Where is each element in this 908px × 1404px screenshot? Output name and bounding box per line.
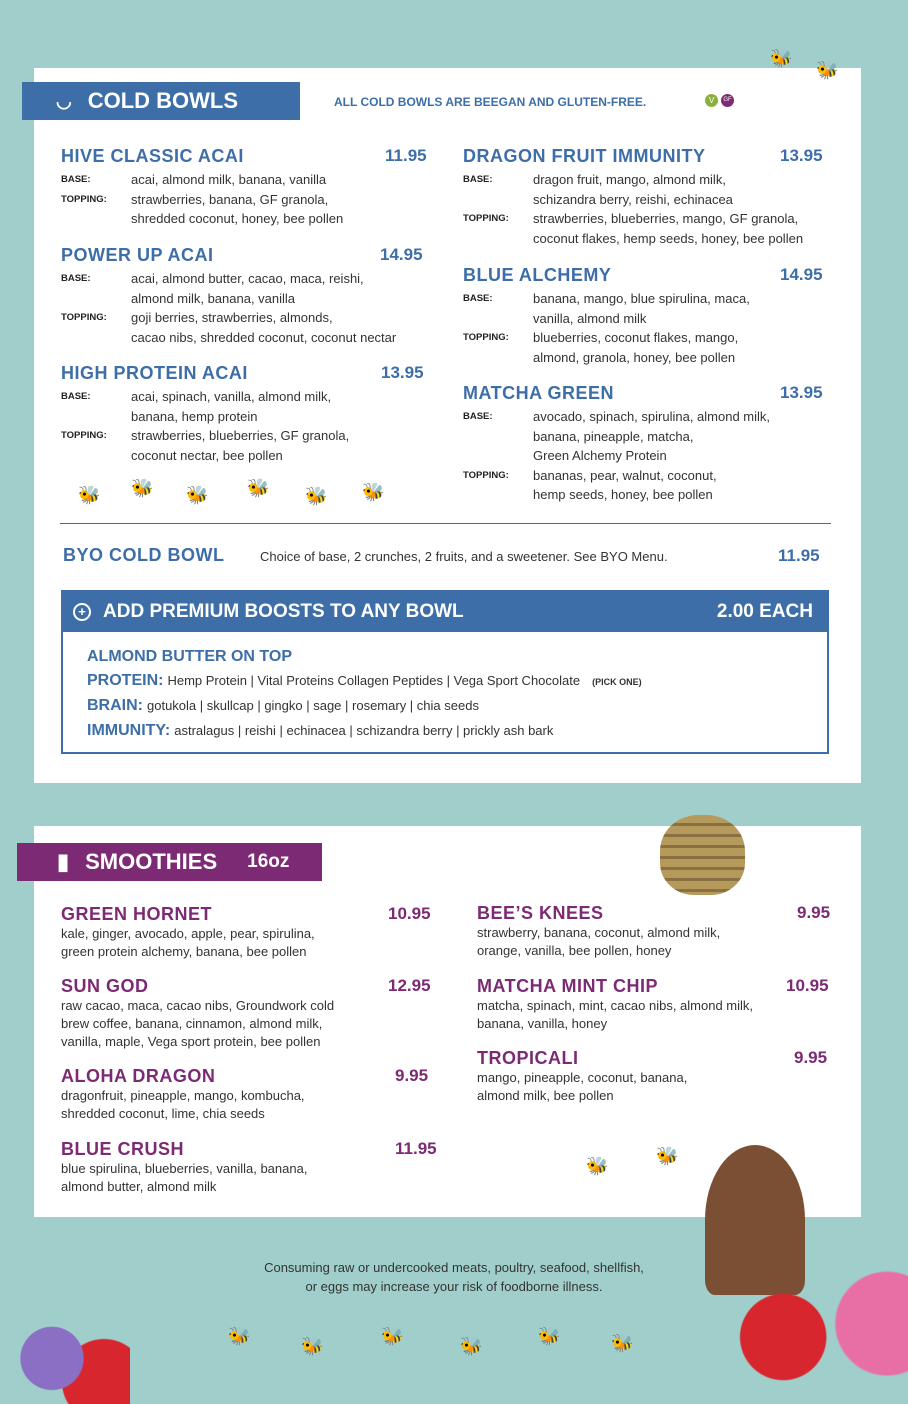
smoothie-price: 9.95: [797, 903, 831, 922]
boosts-title: ADD PREMIUM BOOSTS TO ANY BOWL: [103, 601, 464, 622]
divider: [60, 523, 831, 524]
smoothie-desc-line: raw cacao, maca, cacao nibs, Groundwork cold: [61, 998, 335, 1013]
base-line: Green Alchemy Protein: [533, 448, 667, 463]
byo-title: BYO COLD BOWL: [63, 545, 225, 565]
bee-icon: 🐝: [586, 1156, 609, 1176]
base-line: dragon fruit, mango, almond milk,: [533, 172, 726, 187]
bee-icon: 🐝: [228, 1326, 251, 1346]
bowl-price: 11.95: [385, 146, 427, 165]
boost-row: [87, 672, 642, 690]
smoothie-desc-line: brew coffee, banana, cinnamon, almond milk,: [61, 1016, 323, 1031]
topping-line: blueberries, coconut flakes, mango,: [533, 330, 739, 345]
smoothie-price: 10.95: [786, 976, 829, 995]
topping-label: TOPPING:: [463, 213, 509, 224]
smoothie-desc-line: mango, pineapple, coconut, banana,: [477, 1070, 688, 1085]
bowl-price: 14.95: [380, 245, 423, 264]
base-line: almond milk, banana, vanilla: [131, 290, 296, 306]
boost-items: gotukola | skullcap | gingko | sage | rosemary | chia seeds: [147, 698, 479, 713]
vegan-badge: V: [705, 94, 718, 107]
boost-label: IMMUNITY:: [87, 722, 171, 739]
base-line: acai, spinach, vanilla, almond milk,: [131, 389, 332, 404]
bowl-name: POWER UP ACAI: [61, 245, 214, 265]
bee-icon: 🐝: [611, 1333, 634, 1353]
smoothie-desc-line: almond milk, bee pollen: [477, 1088, 614, 1103]
bowl-name: MATCHA GREEN: [463, 383, 614, 403]
base-label: BASE:: [463, 174, 493, 185]
base-label: BASE:: [61, 273, 91, 284]
byo-desc: Choice of base, 2 crunches, 2 fruits, and a sweetener. See BYO Menu.: [260, 549, 668, 564]
bee-icon: 🐝: [186, 485, 209, 505]
smoothie-name: ALOHA DRAGON: [61, 1066, 216, 1086]
almond-butter-boost: ALMOND BUTTER ON TOP: [87, 648, 293, 665]
boosts-header: [63, 592, 827, 632]
topping-line: strawberries, blueberries, mango, GF granola,: [533, 211, 799, 226]
boost-row: [87, 697, 479, 715]
gluten-free-badge: GF: [721, 94, 734, 107]
topping-line: hemp seeds, honey, bee pollen: [533, 487, 713, 502]
bowl-name: HIGH PROTEIN ACAI: [61, 363, 248, 383]
smoothie-name: GREEN HORNET: [61, 904, 213, 924]
smoothie-desc-line: dragonfruit, pineapple, mango, kombucha,: [61, 1088, 305, 1103]
smoothie-desc-line: green protein alchemy, banana, bee pollen: [61, 944, 307, 959]
bee-icon: 🐝: [301, 1336, 324, 1356]
smoothie-price: 9.95: [794, 1048, 828, 1067]
boost-row: [87, 722, 553, 740]
smoothie-name: MATCHA MINT CHIP: [477, 976, 658, 996]
boost-items: Hemp Protein | Vital Proteins Collagen Peptides | Vega Sport Chocolate: [167, 673, 581, 688]
smoothies-header: [17, 843, 322, 881]
base-label: BASE:: [61, 174, 91, 185]
topping-label: TOPPING:: [61, 312, 107, 323]
smoothie-desc-line: banana, vanilla, honey: [477, 1016, 608, 1031]
topping-line: strawberries, blueberries, GF granola,: [131, 428, 350, 443]
base-line: avocado, spinach, spirulina, almond milk,: [533, 409, 771, 424]
smoothie-name: BEE’S KNEES: [477, 903, 604, 923]
base-line: acai, almond butter, cacao, maca, reishi,: [131, 271, 364, 286]
bee-icon: 🐝: [460, 1336, 483, 1356]
boost-items: astralagus | reishi | echinacea | schizandra berry | prickly ash bark: [174, 723, 554, 738]
boost-label: PROTEIN:: [87, 672, 164, 689]
bee-icon: 🐝: [770, 48, 793, 68]
section-title: COLD BOWLS: [87, 88, 239, 113]
bowl-icon: ◡: [56, 90, 72, 111]
cup-icon: ▮: [57, 849, 70, 874]
base-line: banana, hemp protein: [131, 408, 258, 424]
smoothie-price: 10.95: [388, 904, 431, 923]
smoothie-desc-line: orange, vanilla, bee pollen, honey: [477, 943, 672, 958]
topping-line: shredded coconut, honey, bee pollen: [131, 211, 344, 226]
boosts-price: 2.00 EACH: [716, 601, 813, 622]
bee-icon: 🐝: [816, 60, 839, 80]
smoothie-name: BLUE CRUSH: [61, 1139, 185, 1159]
smoothie-desc-line: blue spirulina, blueberries, vanilla, banana,: [61, 1161, 308, 1176]
bee-icon: 🐝: [305, 486, 328, 506]
topping-line: bananas, pear, walnut, coconut,: [533, 467, 717, 483]
beehive-icon: [660, 815, 745, 895]
plus-circle-icon: +: [73, 603, 91, 621]
cold-bowls-note: ALL COLD BOWLS ARE BEEGAN AND GLUTEN-FREE.: [334, 95, 647, 109]
topping-line: goji berries, strawberries, almonds,: [131, 310, 333, 325]
smoothie-desc-line: matcha, spinach, mint, cacao nibs, almond milk,: [477, 998, 754, 1013]
topping-label: TOPPING:: [61, 193, 107, 205]
smoothie-name: SUN GOD: [61, 976, 149, 996]
topping-line: almond, granola, honey, bee pollen: [533, 349, 736, 365]
topping-line: coconut flakes, hemp seeds, honey, bee pollen: [533, 230, 804, 246]
section-title: SMOOTHIES: [85, 849, 218, 874]
flower-illustration: [0, 1290, 130, 1404]
topping-label: TOPPING:: [463, 469, 509, 481]
bowl-price: 13.95: [780, 146, 823, 165]
bowl-price: 14.95: [780, 265, 823, 284]
smoothie-price: 11.95: [395, 1139, 437, 1158]
bowl-name: HIVE CLASSIC ACAI: [61, 146, 244, 166]
topping-line: strawberries, banana, GF granola,: [131, 191, 329, 207]
bee-icon: 🐝: [656, 1146, 679, 1166]
bowl-price: 13.95: [381, 363, 424, 382]
base-line: banana, mango, blue spirulina, maca,: [533, 291, 750, 306]
base-label: BASE:: [61, 391, 91, 402]
pick-one-note: (PICK ONE): [592, 677, 642, 687]
smoothie-size: 16oz: [247, 851, 290, 872]
smoothie-desc-line: vanilla, maple, Vega sport protein, bee pollen: [61, 1034, 321, 1049]
smoothie-desc-line: strawberry, banana, coconut, almond milk,: [477, 925, 721, 940]
byo-price: 11.95: [778, 546, 820, 565]
bowl-name: BLUE ALCHEMY: [463, 265, 612, 285]
bee-icon: 🐝: [381, 1326, 404, 1346]
topping-label: TOPPING:: [61, 430, 107, 441]
smoothie-desc-line: shredded coconut, lime, chia seeds: [61, 1106, 265, 1121]
base-label: BASE:: [463, 411, 493, 422]
base-line: acai, almond milk, banana, vanilla: [131, 172, 327, 187]
cold-bowls-header: [22, 82, 300, 120]
bee-icon: 🐝: [78, 485, 101, 505]
bee-icon: 🐝: [131, 478, 154, 498]
base-line: banana, pineapple, matcha,: [533, 428, 694, 444]
topping-label: TOPPING:: [463, 332, 509, 343]
smoothie-name: TROPICALI: [477, 1048, 579, 1068]
topping-line: cacao nibs, shredded coconut, coconut nectar: [131, 329, 397, 345]
bee-icon: 🐝: [362, 482, 385, 502]
bee-icon: 🐝: [247, 478, 270, 498]
base-label: BASE:: [463, 293, 493, 304]
bee-icon: 🐝: [538, 1326, 561, 1346]
boosts-box: [61, 590, 829, 754]
boost-label: BRAIN:: [87, 697, 143, 714]
topping-line: coconut nectar, bee pollen: [131, 447, 283, 463]
smoothie-price: 9.95: [395, 1066, 429, 1085]
smoothie-desc-line: almond butter, almond milk: [61, 1179, 217, 1194]
bowl-name: DRAGON FRUIT IMMUNITY: [463, 146, 706, 166]
smoothie-desc-line: kale, ginger, avocado, apple, pear, spirulina,: [61, 926, 315, 941]
bowl-price: 13.95: [780, 383, 823, 402]
base-line: schizandra berry, reishi, echinacea: [533, 191, 733, 207]
disclaimer-line: or eggs may increase your risk of foodborne illness.: [305, 1279, 603, 1294]
disclaimer-line: Consuming raw or undercooked meats, poultry, seafood, shellfish,: [264, 1260, 644, 1275]
base-line: vanilla, almond milk: [533, 310, 647, 326]
flower-illustration: [700, 1270, 908, 1404]
smoothie-price: 12.95: [388, 976, 431, 995]
